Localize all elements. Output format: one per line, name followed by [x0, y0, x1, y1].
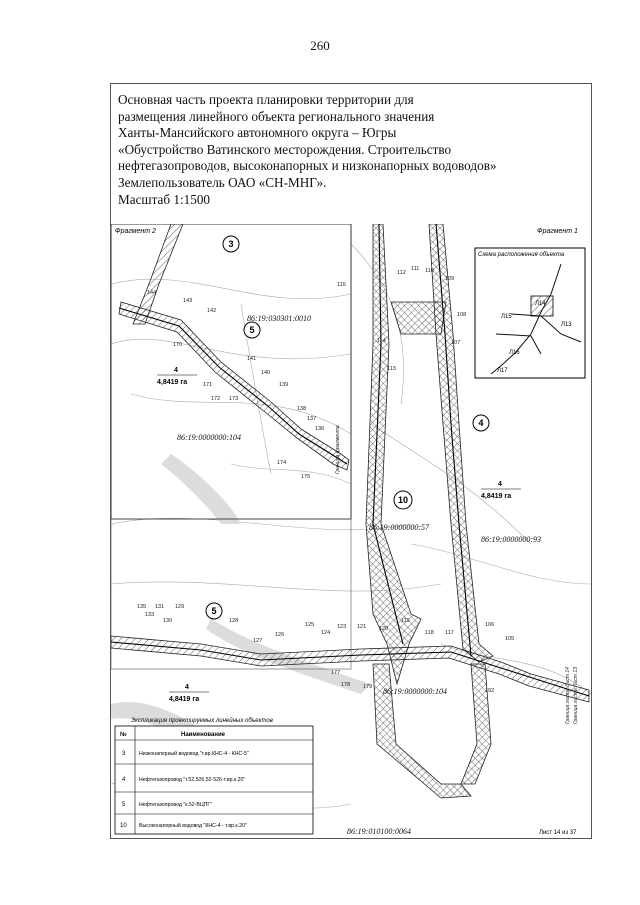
svg-text:125: 125 — [305, 622, 315, 628]
circle-label-3: 3 — [228, 239, 234, 249]
sheet-number: Лист 14 из 37 — [539, 830, 577, 836]
title-line-7: Масштаб 1:1500 — [118, 191, 211, 207]
parcel-label-5: 86:19:0000000:104 — [383, 687, 447, 696]
planning-map — [111, 224, 591, 838]
svg-text:129: 129 — [175, 604, 185, 610]
area-value-3: 4,8419 га — [169, 696, 200, 703]
svg-text:139: 139 — [279, 382, 289, 388]
svg-text:114: 114 — [377, 338, 386, 344]
inset-label-L15: Л15 — [501, 314, 512, 320]
area-value-2: 4,8419 га — [481, 493, 512, 500]
svg-text:115: 115 — [337, 282, 346, 288]
legend-row-2-name: Нефтегазопровод "т.52,526,52-526-т.вр.к.20" — [139, 777, 246, 783]
area-num-3: 4 — [185, 684, 189, 691]
inset-label-L14: Л14 — [535, 301, 546, 307]
title-line-6: Землепользователь ОАО «СН-МНГ». — [118, 174, 327, 190]
legend-row-4-name: Высоконапорный водовод "КНС-4 - т.вр.к.20" — [139, 823, 247, 829]
svg-text:171: 171 — [203, 382, 213, 388]
legend-row-3-name: Нефтегазопровод "к.52-ВЦПГ" — [139, 802, 213, 808]
svg-text:105: 105 — [505, 636, 515, 642]
svg-text:143: 143 — [183, 298, 193, 304]
svg-text:127: 127 — [253, 638, 263, 644]
legend-col-name: Наименование — [181, 732, 226, 738]
svg-text:138: 138 — [297, 406, 307, 412]
svg-text:141: 141 — [247, 356, 257, 362]
svg-text:175: 175 — [301, 474, 311, 480]
svg-text:173: 173 — [229, 396, 239, 402]
inset-label-L16: Л16 — [509, 350, 520, 356]
parcel-label-2: 86:19:0000000:104 — [177, 433, 241, 442]
inset-scheme — [475, 248, 585, 378]
parcel-label-6: 86:19:010100:0064 — [347, 827, 411, 836]
svg-text:192: 192 — [485, 688, 495, 694]
legend-table — [115, 717, 313, 834]
svg-text:113: 113 — [387, 366, 396, 372]
svg-text:144: 144 — [147, 290, 157, 296]
svg-text:172: 172 — [211, 396, 221, 402]
circle-label-5-lower: 5 — [211, 606, 217, 616]
area-value-1: 4,8419 га — [157, 379, 188, 386]
legend-row-1-num: 3 — [122, 751, 126, 757]
legend-row-4-num: 10 — [120, 823, 127, 829]
parcel-label-1: 86:19:030301:0010 — [247, 314, 311, 323]
svg-text:140: 140 — [261, 370, 271, 376]
corridor-junction-top — [391, 302, 446, 334]
boundary-label-sheet13: Граница листа Лист 13 — [573, 667, 579, 724]
fragment-2-label: Фрагмент 2 — [115, 228, 156, 235]
svg-text:128: 128 — [229, 618, 239, 624]
svg-text:123: 123 — [337, 624, 347, 630]
title-block — [118, 92, 588, 208]
svg-text:118: 118 — [425, 630, 434, 636]
svg-text:117: 117 — [445, 630, 454, 636]
legend-row-2-num: 4 — [122, 777, 126, 783]
svg-text:119: 119 — [401, 618, 410, 624]
svg-text:179: 179 — [363, 684, 373, 690]
svg-text:174: 174 — [277, 460, 287, 466]
svg-text:142: 142 — [207, 308, 217, 314]
svg-text:107: 107 — [451, 340, 461, 346]
svg-text:108: 108 — [457, 312, 467, 318]
circle-label-4: 4 — [478, 418, 484, 428]
circle-label-5-upper: 5 — [249, 325, 255, 335]
svg-text:178: 178 — [341, 682, 351, 688]
svg-text:112: 112 — [397, 270, 406, 276]
title-line-3: Ханты-Мансийского автономного округа – Югры — [118, 125, 397, 141]
svg-text:126: 126 — [275, 632, 285, 638]
svg-text:109: 109 — [445, 276, 455, 282]
area-num-2: 4 — [498, 481, 502, 488]
title-line-5: нефтегазопроводов, высоконапорных и низконапорных водоводов» — [118, 158, 497, 174]
svg-text:133: 133 — [145, 612, 155, 618]
parcel-label-3: 86:19:0000000:57 — [369, 523, 429, 532]
legend-col-num: № — [120, 732, 127, 738]
inset-label-L17: Л17 — [497, 368, 508, 374]
inset-label-L13: Л13 — [561, 322, 572, 328]
svg-text:137: 137 — [307, 416, 317, 422]
boundary-label-sheet14: Граница листа Лист 14 — [565, 667, 571, 724]
svg-text:111: 111 — [411, 266, 420, 272]
fragment-1-label: Фрагмент 1 — [537, 228, 578, 235]
area-num-1: 4 — [174, 367, 178, 374]
circle-label-10: 10 — [397, 495, 409, 505]
svg-text:131: 131 — [155, 604, 165, 610]
title-line-2: размещения линейного объекта регионального значения — [118, 108, 435, 124]
svg-text:170: 170 — [173, 342, 183, 348]
svg-text:130: 130 — [163, 618, 173, 624]
title-line-4: «Обустройство Ватинского месторождения. Строительство — [118, 141, 452, 157]
svg-text:135: 135 — [137, 604, 147, 610]
svg-text:106: 106 — [485, 622, 495, 628]
legend-row-3-num: 5 — [122, 802, 126, 808]
svg-text:124: 124 — [321, 630, 331, 636]
svg-text:121: 121 — [357, 624, 367, 630]
boundary-label-fragment: Граница фрагмента — [335, 425, 341, 474]
inset-title: Схема расположения объекта — [478, 252, 565, 258]
title-line-1: Основная часть проекта планировки территории для — [118, 92, 414, 107]
legend-row-1-name: Низконапорный водовод "т.вр.КНС-4 - КНС-5" — [139, 751, 249, 757]
legend-title: Экспликация проектируемых линейных объектов — [131, 718, 273, 724]
svg-text:136: 136 — [315, 426, 325, 432]
page-number: 260 — [310, 38, 330, 53]
svg-text:110: 110 — [425, 268, 434, 274]
svg-text:120: 120 — [379, 626, 389, 632]
svg-text:177: 177 — [331, 670, 341, 676]
parcel-label-4: 86:19:0000000:93 — [481, 535, 541, 544]
